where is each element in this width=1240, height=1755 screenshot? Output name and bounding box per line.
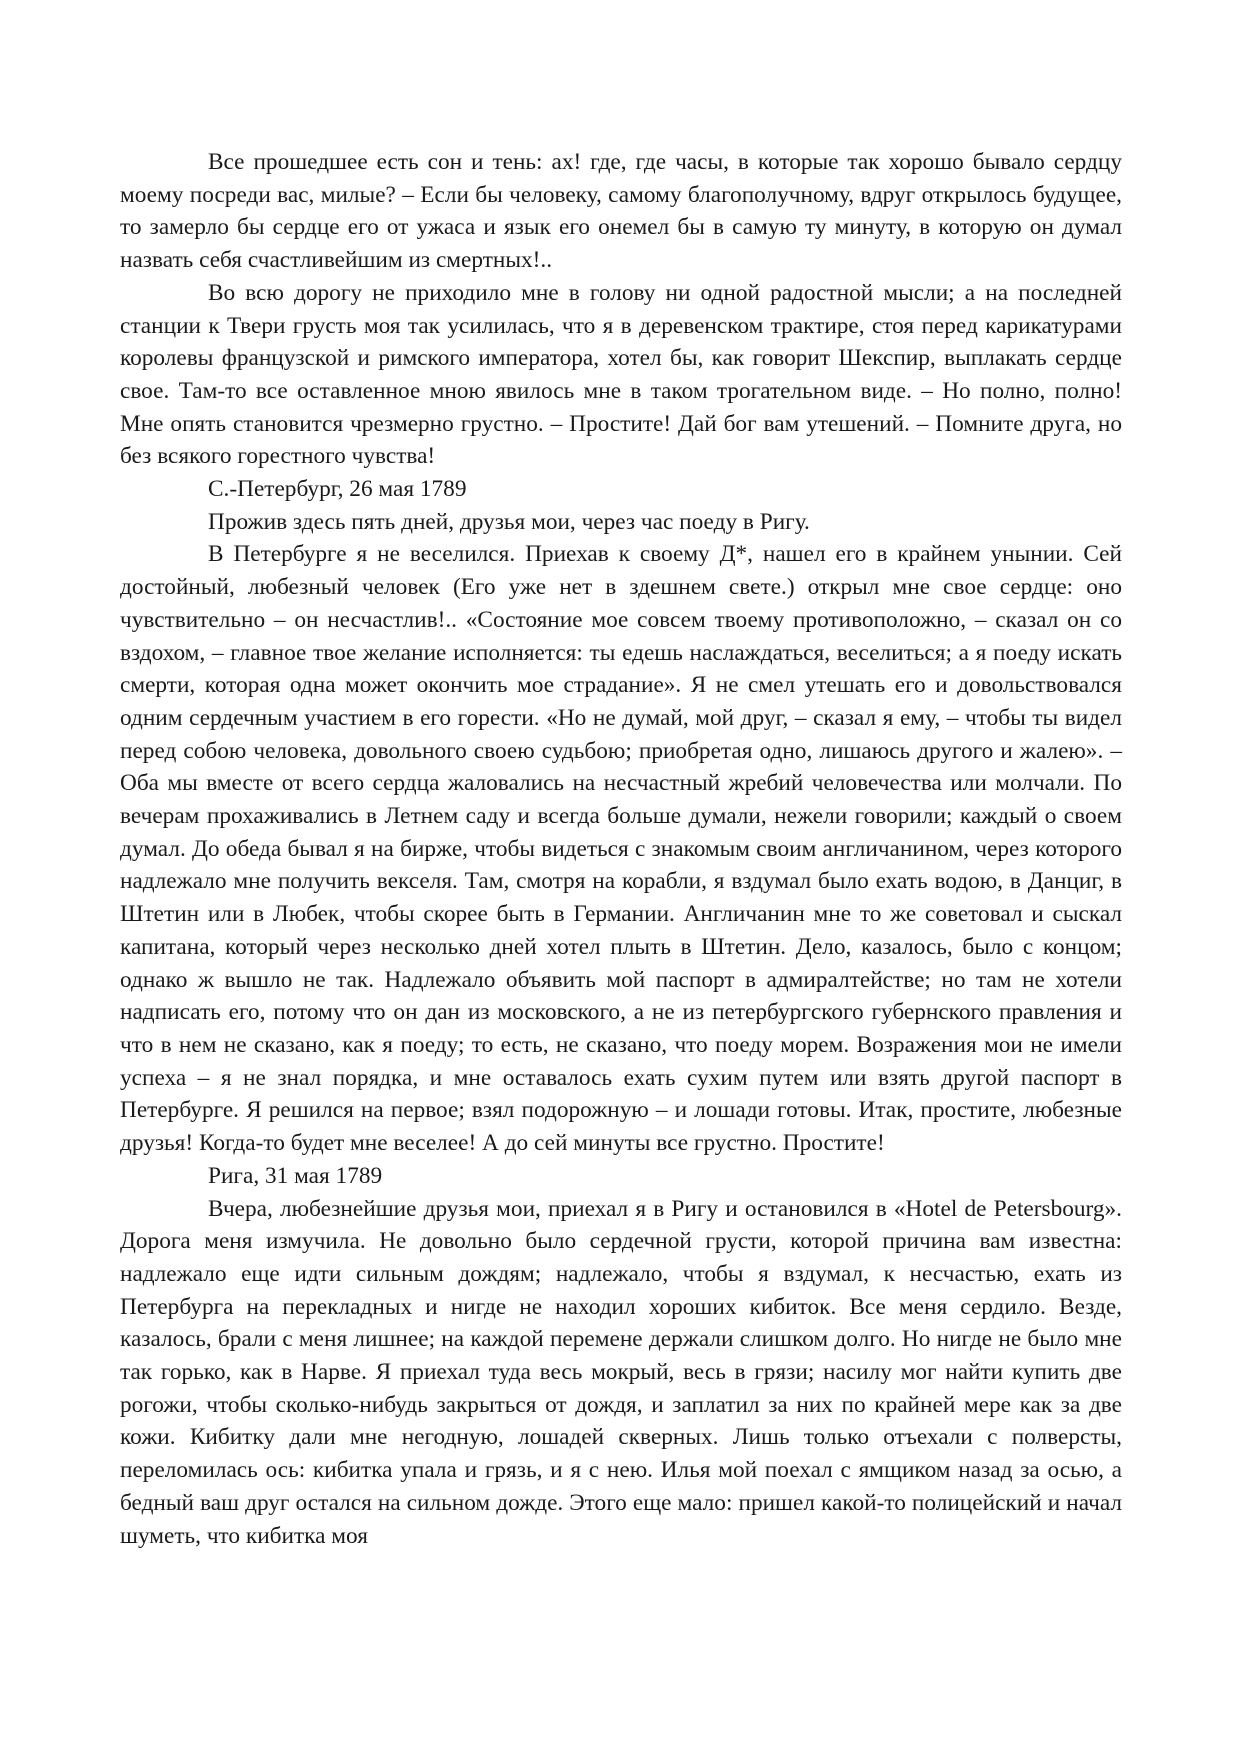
paragraph-arrived-riga: Вчера, любезнейшие друзья мои, приехал я в Ригу и остановился в «Hotel de Petersbourg». Дорога меня измучила. Не довольно было сердечной грусти, которой причина вам известна: надлежало еще идти сильным дождям; надлежало, чтобы я вздумал, к несчастью, ехать из Петербурга на перекладных и нигде не находил хороших кибиток. Все меня сердило. Везде, казалось, брали с меня лишнее; на каждой перемене держали слишком долго. Но нигде не было мне так горько, как в Нарве. Я приехал туда весь мокрый, весь в грязи; насилу мог найти купить две рогожи, чтобы сколько-нибудь закрыться от дождя, и заплатил за них по крайней мере как за две кожи. Кибитку дали мне негодную, лошадей скверных. Лишь только отъехали с полверсты, переломилась ось: кибитка упала и грязь, и я с нею. Илья мой поехал с ямщиком назад за осью, а бедный ваш друг остался на сильном дожде. Этого еще мало: пришел какой-то полицейский и начал шуметь, что кибитка моя [120, 1195, 1122, 1549]
paragraph-in-petersburg: В Петербурге я не веселился. Приехав к своему Д*, нашел его в крайнем унынии. Сей достойный, любезный человек (Его уже нет в здешнем свете.) открыл мне свое сердце: оно чувствительно – он несчастлив!.. «Состояние мое совсем твоему противоположно, – сказал он со вздохом, – главное твое желание исполняется: ты едешь наслаждаться, веселиться; а я поеду искать смерти, которая одна может окончить мое страдание». Я не смел утешать его и довольствовался одним сердечным участием в его горести. «Но не думай, мой друг, – сказал я ему, – чтобы ты видел перед собою человека, довольного своею судьбою; приобретая одно, лишаюсь другого и жалею». – Оба мы вместе от всего сердца жаловались на несчастный жребий человечества или молчали. По вечерам прохаживались в Летнем саду и всегда больше думали, нежели говорили; каждый о своем думал. До обеда бывал я на бирже, чтобы видеться с знакомым своим англичанином, через которого надлежало мне получить векселя. Там, смотря на корабли, я вздумал было ехать водою, в Данциг, в Штетин или в Любек, чтобы скорее быть в Германии. Англичанин мне то же советовал и сыскал капитана, который через несколько дней хотел плыть в Штетин. Дело, казалось, было с концом; однако ж вышло не так. Надлежало объявить мой паспорт в адмиралтействе; но там не хотели надписать его, потому что он дан из московского, а не из петербургского губернского правления и что в нем не сказано, как я поеду; то есть, не сказано, что поеду морем. Возражения мои не имели успеха – я не знал порядка, и мне оставалось ехать сухим путем или взять другой паспорт в Петербурге. Я решился на первое; взял подорожную – и лошади готовы. Итак, простите, любезные друзья! Когда-то будет мне веселее! А до сей минуты все грустно. Простите! [120, 541, 1122, 1157]
paragraph-five-days: Прожив здесь пять дней, друзья мои, через час поеду в Ригу. [208, 508, 810, 535]
paragraph-road-to-tver: Во всю дорогу не приходило мне в голову ни одной радостной мысли; а на последней станции к Твери грусть моя так усилилась, что я в деревенском трактире, стоя перед карикатурами королевы французской и римского императора, хотел бы, как говорит Шекспир, выплакать сердце свое. Там-то все оставленное мною явилось мне в таком трогательном виде. – Но полно, полно! Мне опять становится чрезмерно грустно. – Простите! Дай бог вам утешений. – Помните друга, но без всякого горестного чувства! [120, 279, 1122, 470]
paragraph-past-is-dream: Все прошедшее есть сон и тень: ах! где, где часы, в которые так хорошо бывало сердцу моему посреди вас, милые? – Если бы человеку, самому благополучному, вдруг открылось будущее, то замерло бы сердце его от ужаса и язык его онемел бы в самую ту минуту, в которую он думал назвать себя счастливейшим из смертных!.. [120, 149, 1122, 274]
dateline-riga: Рига, 31 мая 1789 [208, 1162, 383, 1189]
document-page [120, 146, 1122, 1552]
dateline-petersburg: С.-Петербург, 26 мая 1789 [208, 476, 467, 503]
